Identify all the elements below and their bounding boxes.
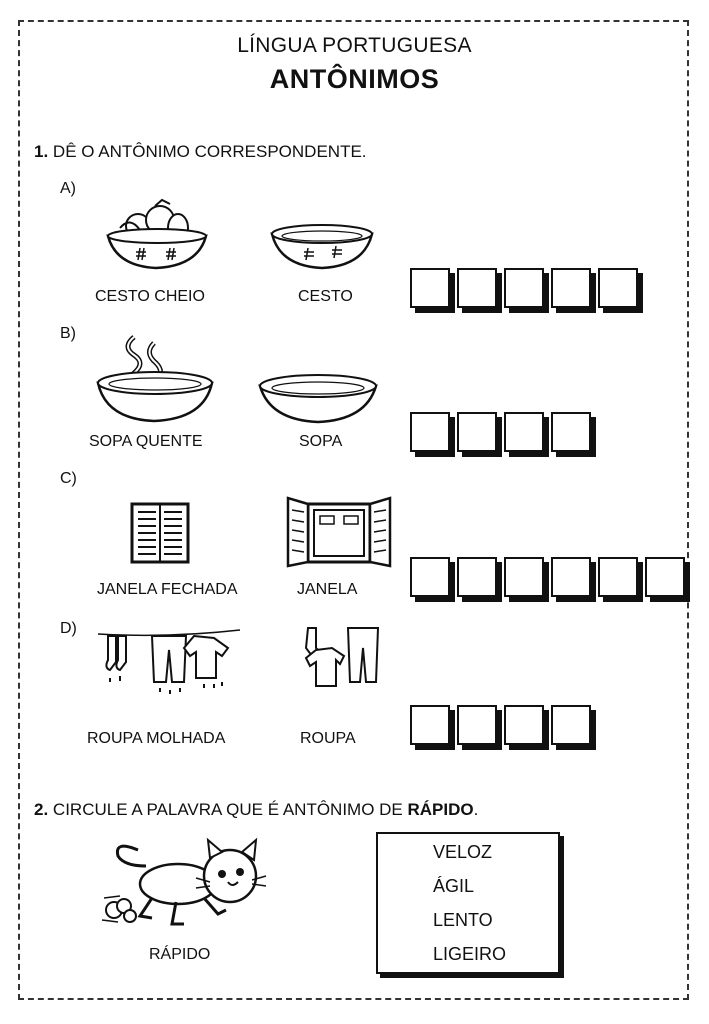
item-a-caption-left: CESTO CHEIO xyxy=(95,288,205,305)
item-b-letter: B) xyxy=(60,325,76,342)
letter-box[interactable] xyxy=(551,412,591,452)
item-b-answer-boxes xyxy=(410,412,591,452)
item-a-letter: A) xyxy=(60,180,76,197)
subject-heading: LÍNGUA PORTUGUESA xyxy=(237,34,472,57)
question-2-number: 2. xyxy=(34,800,49,819)
question-2-text: CIRCULE A PALAVRA QUE É ANTÔNIMO DE xyxy=(52,800,408,819)
letter-box[interactable] xyxy=(551,557,591,597)
dry-clothes-icon xyxy=(292,624,392,690)
letter-box[interactable] xyxy=(410,705,450,745)
item-c-letter: C) xyxy=(60,470,77,487)
letter-box[interactable] xyxy=(504,557,544,597)
letter-box[interactable] xyxy=(645,557,685,597)
item-c-answer-boxes xyxy=(410,557,685,597)
question-2-caption: RÁPIDO xyxy=(149,946,211,963)
item-d-answer-boxes xyxy=(410,705,591,745)
option-lento[interactable]: LENTO xyxy=(433,910,493,930)
letter-box[interactable] xyxy=(457,705,497,745)
option-agil[interactable]: ÁGIL xyxy=(433,876,475,896)
letter-box[interactable] xyxy=(504,705,544,745)
item-d-caption-left: ROUPA MOLHADA xyxy=(87,730,226,747)
question-1 xyxy=(34,142,367,162)
answer-options-box xyxy=(376,832,560,974)
item-b-caption-left: SOPA QUENTE xyxy=(89,433,203,450)
item-a-caption-right: CESTO xyxy=(298,288,353,305)
item-d-caption-right: ROUPA xyxy=(300,730,356,747)
closed-window-icon xyxy=(130,502,190,564)
item-c-caption-right: JANELA xyxy=(297,581,358,598)
question-1-number: 1. xyxy=(34,142,49,161)
letter-box[interactable] xyxy=(551,268,591,308)
letter-box[interactable] xyxy=(504,412,544,452)
item-b-caption-right: SOPA xyxy=(299,433,343,450)
item-a-answer-boxes xyxy=(410,268,638,308)
item-d-letter: D) xyxy=(60,620,77,637)
question-1-text: DÊ O ANTÔNIMO CORRESPONDENTE. xyxy=(52,142,367,161)
option-veloz[interactable]: VELOZ xyxy=(433,842,493,862)
letter-box[interactable] xyxy=(410,268,450,308)
letter-box[interactable] xyxy=(504,268,544,308)
letter-box[interactable] xyxy=(457,412,497,452)
full-basket-icon xyxy=(100,198,212,278)
letter-box[interactable] xyxy=(598,557,638,597)
wet-clothes-icon xyxy=(96,624,242,696)
hot-soup-icon xyxy=(94,333,216,428)
item-c-caption-left: JANELA FECHADA xyxy=(97,581,238,598)
running-cat-icon xyxy=(100,836,270,936)
letter-box[interactable] xyxy=(410,412,450,452)
open-window-icon xyxy=(286,496,392,568)
letter-box[interactable] xyxy=(598,268,638,308)
question-2-keyword: RÁPIDO xyxy=(407,800,474,819)
empty-basket-icon xyxy=(270,220,375,275)
letter-box[interactable] xyxy=(457,557,497,597)
question-2-end: . xyxy=(473,800,479,819)
letter-box[interactable] xyxy=(410,557,450,597)
page-title: ANTÔNIMOS xyxy=(269,64,440,94)
letter-box[interactable] xyxy=(551,705,591,745)
question-2 xyxy=(34,800,478,820)
soup-bowl-icon xyxy=(258,372,378,427)
letter-box[interactable] xyxy=(457,268,497,308)
option-ligeiro[interactable]: LIGEIRO xyxy=(433,944,507,964)
